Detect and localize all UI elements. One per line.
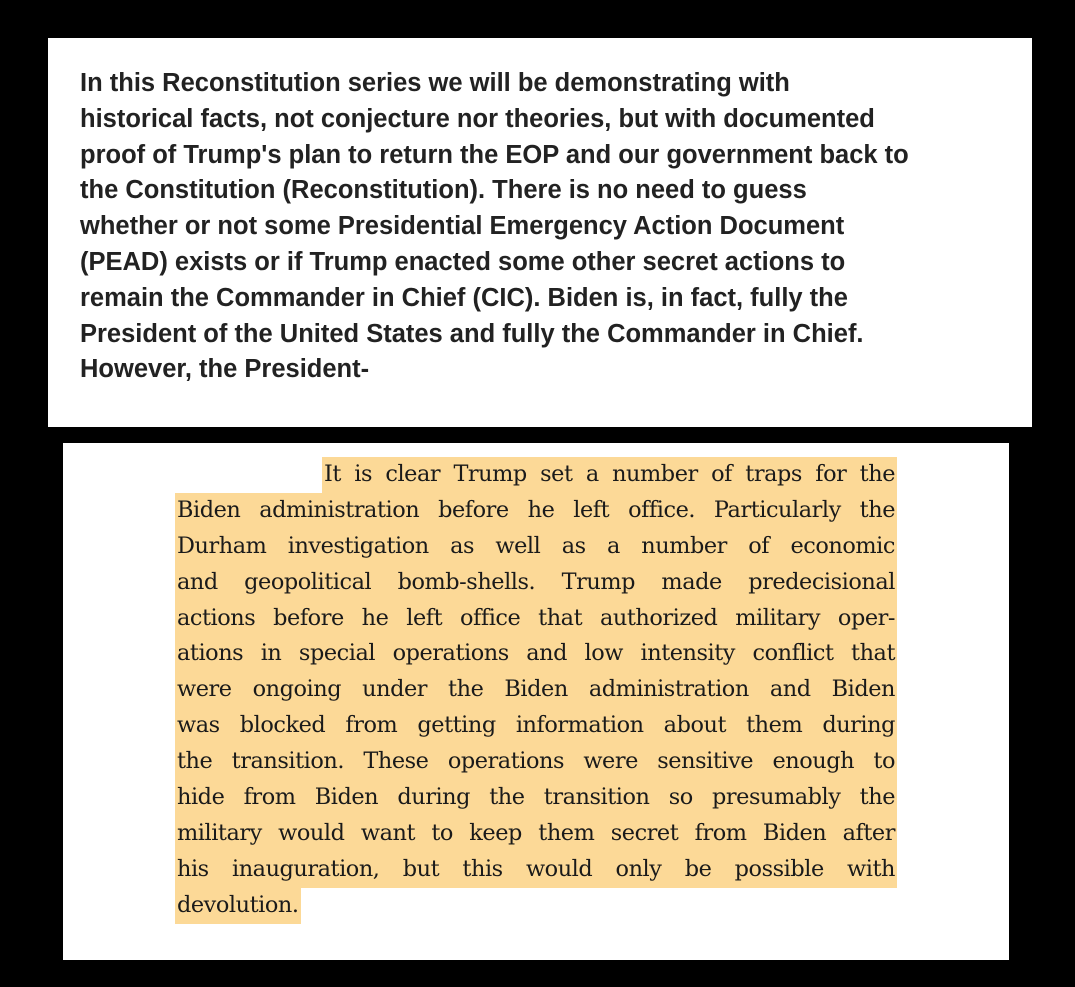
highlighted-text[interactable]: devolution.	[175, 888, 301, 924]
top-line: In this Reconstitution series we will be demonstrating with	[80, 69, 790, 97]
excerpt-line	[175, 493, 897, 529]
excerpt-line	[175, 888, 897, 924]
top-line: historical facts, not conjecture nor theories, but with documented	[80, 104, 875, 133]
top-text-panel	[48, 38, 1032, 427]
highlighted-text[interactable]: It is clear Trump set a number of traps for the	[322, 457, 897, 493]
highlighted-excerpt	[175, 457, 897, 924]
highlighted-text[interactable]: Biden administration before he left office. Particularly the	[175, 493, 897, 529]
excerpt-line	[175, 780, 897, 816]
top-line: President of the United States and fully the Commander in Chief.	[80, 319, 864, 348]
excerpt-line	[175, 601, 897, 637]
highlighted-text[interactable]: were ongoing under the Biden administration and Biden	[175, 672, 897, 708]
highlighted-text[interactable]: actions before he left office that authorized military oper-	[175, 601, 897, 637]
excerpt-line	[175, 529, 897, 565]
excerpt-line	[175, 708, 897, 744]
highlighted-text[interactable]: Durham investigation as well as a number of economic	[175, 529, 897, 565]
top-line: the Constitution (Reconstitution). There is no need to guess	[80, 176, 807, 205]
top-line: whether or not some Presidential Emergency Action Document	[80, 212, 845, 241]
excerpt-panel	[63, 443, 1009, 960]
highlighted-text[interactable]: the transition. These operations were sensitive enough to	[175, 744, 897, 780]
highlighted-text[interactable]: and geopolitical bomb-shells. Trump made predecisional	[175, 565, 897, 601]
excerpt-line	[175, 744, 897, 780]
highlighted-text[interactable]: his inauguration, but this would only be possible with	[175, 852, 897, 888]
highlighted-text[interactable]: ations in special operations and low intensity conflict that	[175, 636, 897, 672]
top-line: remain the Commander in Chief (CIC). Biden is, in fact, fully the	[80, 283, 848, 312]
highlighted-text[interactable]: was blocked from getting information about them during	[175, 708, 897, 744]
top-line: However, the President-	[80, 355, 370, 384]
excerpt-line	[175, 457, 897, 493]
top-line: proof of Trump's plan to return the EOP and our government back to	[80, 140, 909, 169]
excerpt-line	[175, 636, 897, 672]
highlighted-text[interactable]: hide from Biden during the transition so presumably the	[175, 780, 897, 816]
excerpt-line	[175, 816, 897, 852]
excerpt-line	[175, 672, 897, 708]
top-line: (PEAD) exists or if Trump enacted some other secret actions to	[80, 247, 846, 276]
excerpt-line	[175, 565, 897, 601]
highlighted-text[interactable]: military would want to keep them secret from Biden after	[175, 816, 897, 852]
top-paragraph	[80, 66, 1002, 388]
excerpt-line	[175, 852, 897, 888]
